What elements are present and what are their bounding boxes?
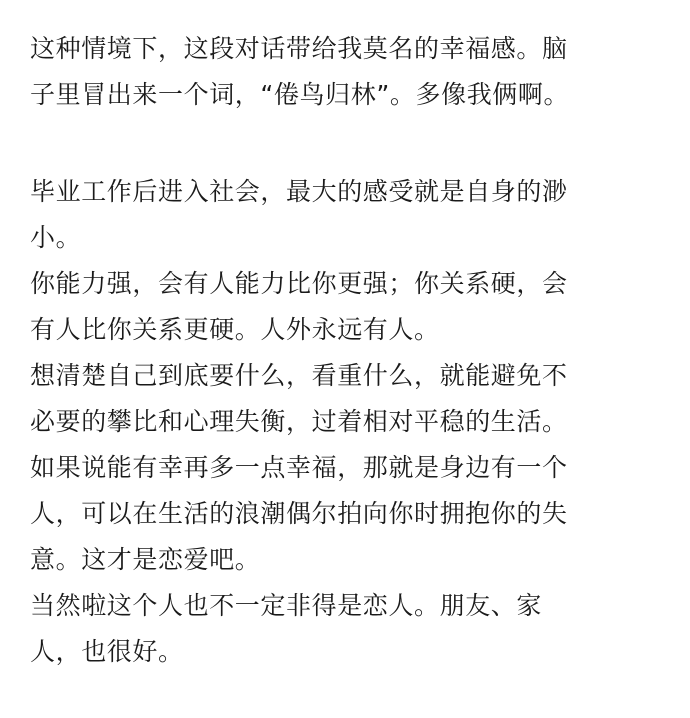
- text-line: 意。这才是恋爱吧。: [30, 545, 261, 574]
- text-line: 人，可以在生活的浪潮偶尔拍向你时拥抱你的失: [30, 499, 568, 528]
- text-line: 有人比你关系更硬。人外永远有人。: [30, 315, 440, 344]
- text-line: 子里冒出来一个词，“倦鸟归林”。多像我俩啊。: [30, 80, 570, 109]
- text-line: 必要的攀比和心理失衡，过着相对平稳的生活。: [30, 407, 568, 436]
- text-line: 你能力强，会有人能力比你更强；你关系硬，会: [30, 269, 568, 298]
- text-line: 当然啦这个人也不一定非得是恋人。朋友、家: [30, 591, 543, 620]
- text-line: 毕业工作后进入社会，最大的感受就是自身的渺: [30, 177, 568, 206]
- text-line: 这种情境下，这段对话带给我莫名的幸福感。脑: [30, 34, 568, 63]
- text-line: 人，也很好。: [30, 637, 184, 666]
- text-line: 小。: [30, 223, 82, 252]
- text-line: 想清楚自己到底要什么，看重什么，就能避免不: [30, 361, 568, 390]
- text-line: 如果说能有幸再多一点幸福，那就是身边有一个: [30, 453, 568, 482]
